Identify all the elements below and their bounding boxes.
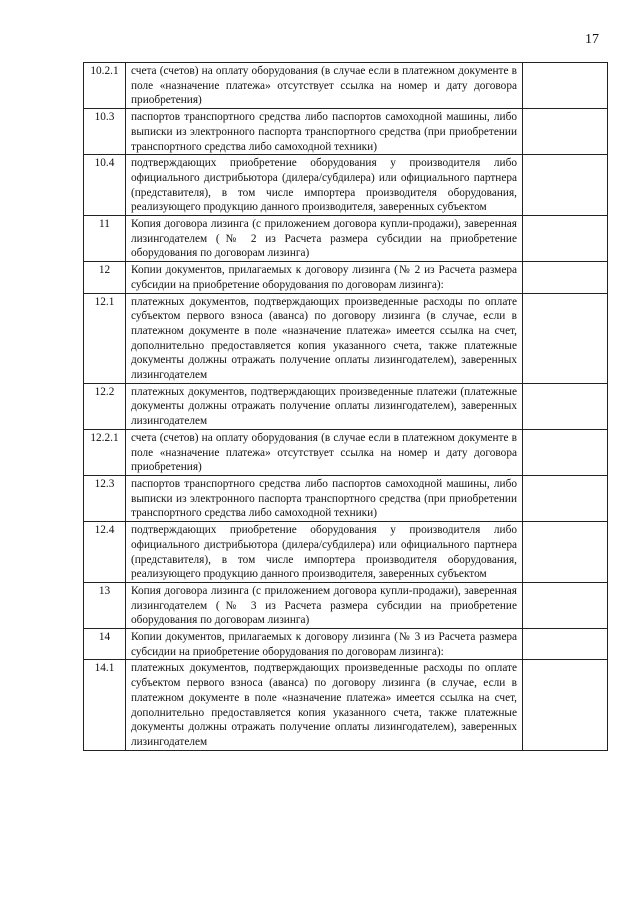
row-empty-cell [523,629,608,660]
row-number: 12 [84,262,126,293]
row-number: 12.2.1 [84,429,126,475]
row-empty-cell [523,262,608,293]
row-empty-cell [523,109,608,155]
row-text: паспортов транспортного средства либо паспортов самоходной машины, либо выписки из электронного паспорта транспортного средства (при приобретении транспортного средства либо самоходной техники) [126,475,523,521]
table-row [84,155,608,216]
row-empty-cell [523,383,608,429]
table-row [84,429,608,475]
row-text: подтверждающих приобретение оборудования у производителя либо официального дистрибьютора (дилера/субдилера) или официального партнера (представителя), в том числе импортера производителя оборудования, реализующего продукцию данного производителя, заверенных субъектом [126,155,523,216]
row-text: Копии документов, прилагаемых к договору лизинга (№ 2 из Расчета размера субсидии на приобретение оборудования по договорам лизинга): [126,262,523,293]
row-number: 10.4 [84,155,126,216]
row-text: счета (счетов) на оплату оборудования (в случае если в платежном документе в поле «назначение платежа» отсутствует ссылка на номер и дату договора приобретения) [126,63,523,109]
row-text: подтверждающих приобретение оборудования у производителя либо официального дистрибьютора (дилера/субдилера) или официального партнера (представителя), в том числе импортера производителя оборудования, реализующего продукцию данного производителя, заверенных субъектом [126,522,523,583]
table-row [84,293,608,383]
row-text: счета (счетов) на оплату оборудования (в случае если в платежном документе в поле «назначение платежа» отсутствует ссылка на номер и дату договора приобретения) [126,429,523,475]
row-number: 12.3 [84,475,126,521]
row-empty-cell [523,429,608,475]
row-number: 12.1 [84,293,126,383]
table-row [84,216,608,262]
documents-table [83,62,608,751]
row-text: паспортов транспортного средства либо паспортов самоходной машины, либо выписки из электронного паспорта транспортного средства (при приобретении транспортного средства либо самоходной техники) [126,109,523,155]
row-empty-cell [523,293,608,383]
table-row [84,629,608,660]
table-row [84,582,608,628]
row-number: 10.2.1 [84,63,126,109]
row-empty-cell [523,155,608,216]
row-number: 12.4 [84,522,126,583]
table-row [84,660,608,750]
row-text: платежных документов, подтверждающих произведенные платежи (платежные документы должны отражать получение оплаты лизингодателем), заверенных лизингодателем [126,383,523,429]
row-empty-cell [523,522,608,583]
table-row [84,383,608,429]
row-empty-cell [523,660,608,750]
row-text: платежных документов, подтверждающих произведенные расходы по оплате субъектом первого взноса (аванса) по договору лизинга (в случае, если в платежном документе в поле «назначение платежа» имеется ссылка на счет, дополнительно предоставляется копия указанного счета, также платежные документы должны отражать получение оплаты лизингодателем), заверенных лизингодателем [126,293,523,383]
row-text: Копия договора лизинга (с приложением договора купли-продажи), заверенная лизингодателем (№ 2 из Расчета размера субсидии на приобретение оборудования по договорам лизинга) [126,216,523,262]
row-empty-cell [523,216,608,262]
row-number: 14 [84,629,126,660]
row-number: 10.3 [84,109,126,155]
row-number: 14.1 [84,660,126,750]
row-text: Копии документов, прилагаемых к договору лизинга (№ 3 из Расчета размера субсидии на приобретение оборудования по договорам лизинга): [126,629,523,660]
row-number: 11 [84,216,126,262]
table-row [84,63,608,109]
row-empty-cell [523,475,608,521]
row-number: 13 [84,582,126,628]
table-row [84,522,608,583]
row-number: 12.2 [84,383,126,429]
row-text: платежных документов, подтверждающих произведенные расходы по оплате субъектом первого взноса (аванса) по договору лизинга (в случае, если в платежном документе в поле «назначение платежа» имеется ссылка на счет, дополнительно предоставляется копия указанного счета, также платежные документы должны отражать получение оплаты лизингодателем), заверенных лизингодателем [126,660,523,750]
row-empty-cell [523,63,608,109]
row-empty-cell [523,582,608,628]
table-row [84,262,608,293]
page-number: 17 [585,32,599,47]
table-row [84,109,608,155]
row-text: Копия договора лизинга (с приложением договора купли-продажи), заверенная лизингодателем (№ 3 из Расчета размера субсидии на приобретение оборудования по договорам лизинга) [126,582,523,628]
table-row [84,475,608,521]
